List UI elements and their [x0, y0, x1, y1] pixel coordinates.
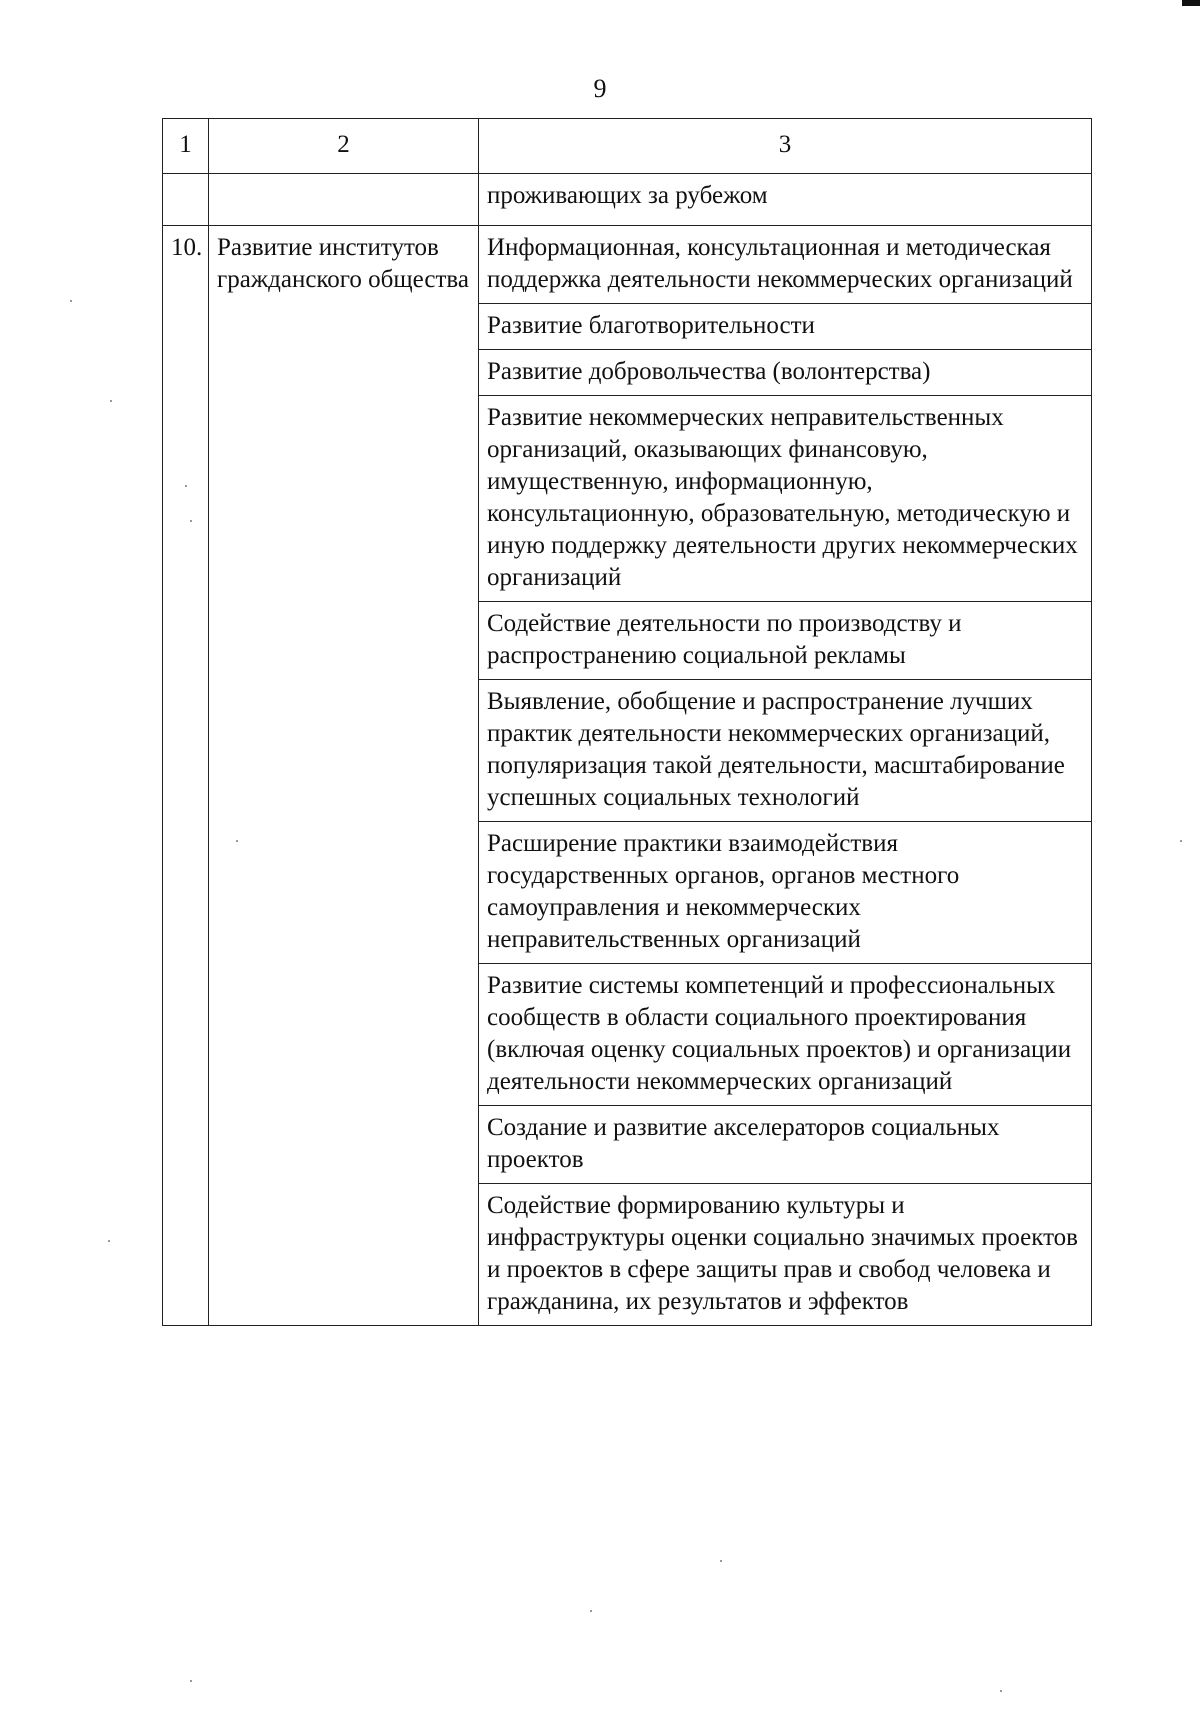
continuation-num-cell — [163, 174, 209, 226]
program-table — [162, 118, 1092, 1326]
continuation-name-cell — [209, 174, 479, 226]
section-item: Создание и развитие акселераторов социальных проектов — [479, 1106, 1092, 1184]
scan-speck — [190, 1680, 192, 1682]
section-item: Развитие системы компетенций и профессиональных сообществ в области социального проектирования (включая оценку социальных проектов) и организации деятельности некоммерческих организаций — [479, 964, 1092, 1106]
scan-speck — [190, 520, 192, 522]
header-cell-3: 3 — [479, 119, 1092, 174]
section-item: Развитие благотворительности — [479, 304, 1092, 350]
scan-speck — [720, 1560, 722, 1562]
section-item: Выявление, обобщение и распространение лучших практик деятельности некоммерческих организаций, популяризация такой деятельности, масштабирование успешных социальных технологий — [479, 680, 1092, 822]
page-number: 9 — [593, 74, 607, 103]
scan-speck — [1180, 840, 1182, 842]
table-row — [163, 226, 1092, 304]
section-item: Содействие формированию культуры и инфраструктуры оценки социально значимых проектов и проектов в сфере защиты прав и свобод человека и гражданина, их результатов и эффектов — [479, 1184, 1092, 1326]
scan-speck — [1000, 1690, 1002, 1692]
continuation-row — [163, 174, 1092, 226]
scan-corner-mark — [1182, 0, 1200, 6]
section-item: Информационная, консультационная и методическая поддержка деятельности некоммерческих организаций — [479, 226, 1092, 304]
header-cell-2: 2 — [209, 119, 479, 174]
section-number: 10. — [163, 226, 209, 1326]
scan-speck — [590, 1610, 592, 1612]
header-cell-1: 1 — [163, 119, 209, 174]
section-item: Содействие деятельности по производству и распространению социальной рекламы — [479, 602, 1092, 680]
scan-speck — [108, 1240, 110, 1242]
scan-speck — [185, 485, 187, 487]
scan-speck — [236, 840, 238, 842]
scan-speck — [70, 300, 72, 302]
section-item: Развитие добровольчества (волонтерства) — [479, 350, 1092, 396]
table-header-row — [163, 119, 1092, 174]
scan-speck — [110, 400, 112, 402]
section-item: Развитие некоммерческих неправительственных организаций, оказывающих финансовую, имущественную, информационную, консультационную, образовательную, методическую и иную поддержку деятельности других некоммерческих организаций — [479, 396, 1092, 602]
section-title: Развитие институтов гражданского общества — [209, 226, 479, 1326]
continuation-text: проживающих за рубежом — [479, 174, 1092, 226]
section-item: Расширение практики взаимодействия государственных органов, органов местного самоуправления и некоммерческих неправительственных организаций — [479, 822, 1092, 964]
